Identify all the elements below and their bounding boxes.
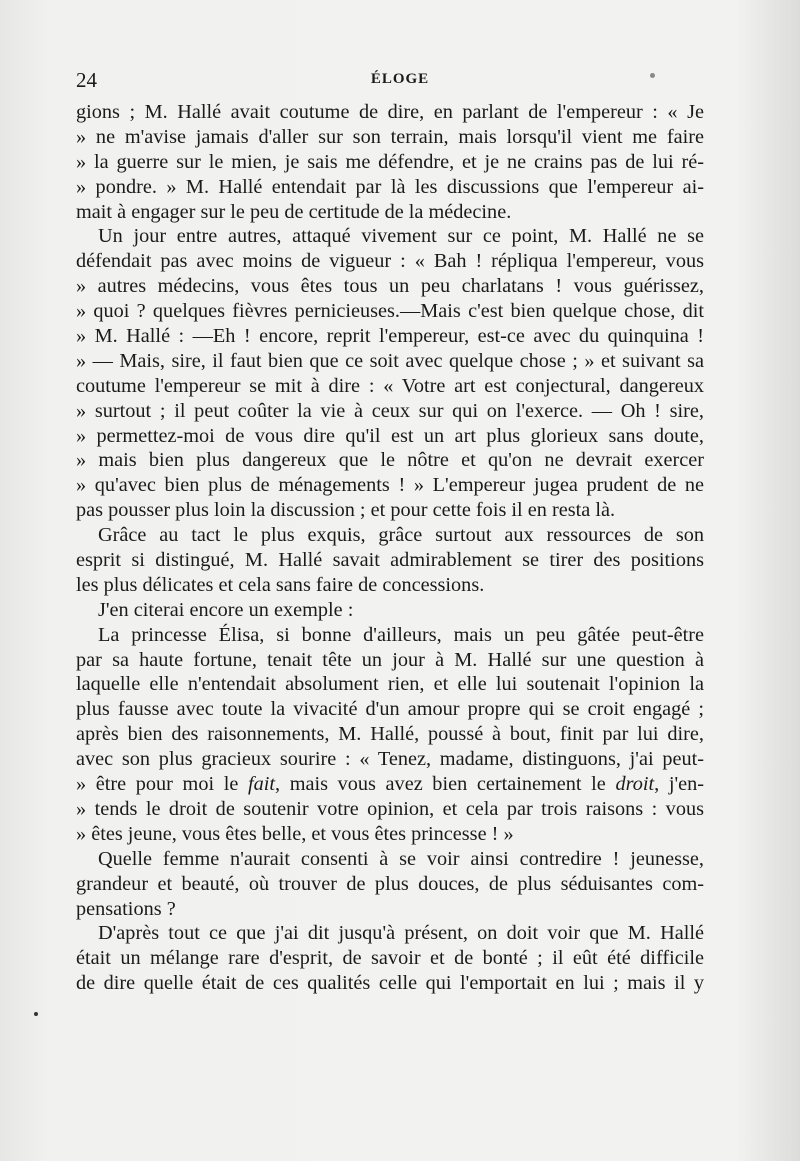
page-header	[76, 68, 724, 92]
text-line: pensations ?	[76, 897, 176, 920]
text-line: » autres médecins, vous êtes tous un peu charlatans ! vous guérissez,	[76, 275, 704, 298]
text-line: grandeur et beauté, où trouver de plus douces, de plus séduisantes com-	[76, 872, 704, 895]
text-line: mait à engager sur le peu de certitude de la médecine.	[76, 200, 512, 223]
text-line: » permettez-moi de vous dire qu'il est un art plus glorieux sans doute,	[76, 424, 704, 447]
text-line: par sa haute fortune, tenait tête un jour à M. Hallé sur une question à	[76, 648, 704, 671]
text-line: gions ; M. Hallé avait coutume de dire, en parlant de l'empereur : « Je	[76, 101, 704, 123]
text-line: était un mélange rare d'esprit, de savoir et de bonté ; il eût été difficile	[76, 947, 704, 970]
text-line: La princesse Élisa, si bonne d'ailleurs, mais un peu gâtée peut-être	[98, 623, 704, 646]
text-line: les plus délicates et cela sans faire de concessions.	[76, 573, 485, 596]
text-line: avec son plus gracieux sourire : « Tenez, madame, distinguons, j'ai peut-	[76, 748, 704, 771]
text-line: Quelle femme n'aurait consenti à se voir ainsi contredire ! jeunesse,	[98, 847, 704, 870]
text-line: pas pousser plus loin la discussion ; et pour cette fois il en resta là.	[76, 499, 616, 522]
text-line: » pondre. » M. Hallé entendait par là les discussions que l'empereur ai-	[76, 175, 704, 198]
text-line: » mais bien plus dangereux que le nôtre et qu'on ne devrait exercer	[76, 449, 704, 472]
page-number: 24	[76, 68, 97, 92]
text-line: » la guerre sur le mien, je sais me défendre, et je ne crains pas de lui ré-	[76, 150, 704, 173]
running-head: ÉLOGE	[370, 71, 430, 87]
ink-speck	[650, 73, 655, 78]
text-line: » tends le droit de soutenir votre opinion, et cela par trois raisons : vous	[76, 797, 704, 820]
text-line: » — Mais, sire, il faut bien que ce soit avec quelque chose ; » et suivant sa	[76, 349, 704, 372]
text-line: » M. Hallé : —Eh ! encore, reprit l'empereur, est-ce avec du quinquina !	[76, 325, 704, 348]
text-line: » ne m'avise jamais d'aller sur son terrain, mais lorsqu'il vient me faire	[76, 125, 704, 148]
text-line: » quoi ? quelques fièvres pernicieuses.—Mais c'est bien quelque chose, dit	[76, 300, 704, 323]
text-line: plus fausse avec toute la vivacité d'un amour propre qui se croit engagé ;	[76, 698, 704, 721]
text-line: Grâce au tact le plus exquis, grâce surtout aux ressources de son	[98, 524, 704, 547]
text-line: Un jour entre autres, attaqué vivement sur ce point, M. Hallé ne se	[98, 225, 704, 248]
text-line: » qu'avec bien plus de ménagements ! » L'empereur jugea prudent de ne	[76, 474, 704, 497]
text-line: défendait pas avec moins de vigueur : « Bah ! répliqua l'empereur, vous	[76, 250, 704, 273]
text-line: esprit si distingué, M. Hallé savait admirablement se tirer des positions	[76, 549, 704, 572]
ink-speck	[34, 1012, 38, 1016]
text-line: J'en citerai encore un exemple :	[98, 598, 354, 621]
text-line: D'après tout ce que j'ai dit jusqu'à présent, on doit voir que M. Hallé	[98, 922, 704, 945]
text-line: » surtout ; il peut coûter la vie à ceux sur qui on l'exerce. — Oh ! sire,	[76, 399, 704, 422]
body-text	[76, 100, 704, 996]
text-line: » êtes jeune, vous êtes belle, et vous êtes princesse ! »	[76, 822, 514, 845]
text-line: laquelle elle n'entendait absolument rien, et elle lui soutenait l'opinion la	[76, 673, 704, 696]
text-line: coutume l'empereur se mit à dire : « Votre art est conjectural, dangereux	[76, 374, 704, 397]
text-line: » être pour moi le fait, mais vous avez bien certainement le droit, j'en-	[76, 773, 705, 796]
text-line: après bien des raisonnements, M. Hallé, poussé à bout, finit par lui dire,	[76, 723, 704, 746]
text-line: de dire quelle était de ces qualités celle qui l'emportait en lui ; mais il y	[76, 972, 704, 995]
